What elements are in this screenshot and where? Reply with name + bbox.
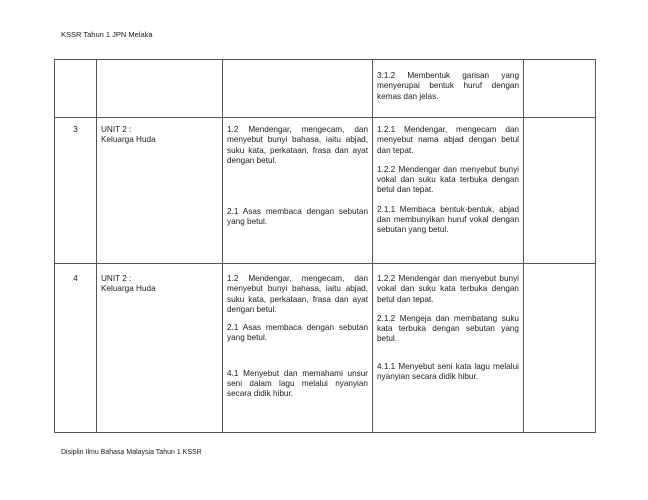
content-standard-cell: [223, 264, 373, 433]
content-standard-text: 2.1 Asas membaca dengan sebutan yang betul.: [227, 207, 368, 227]
content-standard-cell: [223, 60, 373, 118]
content-standard-text: 1.2 Mendengar, mengecam, dan menyebut bunyi bahasa, iaitu abjad, suku kata, perkataan, frasa dan ayat dengan betul.: [227, 274, 368, 314]
week-number-cell: [55, 60, 97, 118]
week-number-cell: 4: [55, 264, 97, 433]
table-row: [55, 118, 596, 264]
learning-standard-cell: [373, 118, 524, 264]
content-standard-text: 1.2 Mendengar, mengecam, dan menyebut bunyi bahasa, iaitu abjad, suku kata, perkataan, frasa dan ayat dengan betul.: [227, 125, 368, 165]
table-row: [55, 60, 596, 118]
unit-label: UNIT 2 :: [101, 274, 132, 283]
unit-label: UNIT 2 :: [101, 125, 132, 134]
unit-cell: [97, 60, 223, 118]
learning-standard-cell: [373, 60, 524, 118]
learning-standard-cell: [373, 264, 524, 433]
curriculum-table: [54, 59, 596, 433]
page-header: KSSR Tahun 1 JPN Melaka: [61, 30, 153, 39]
notes-cell: [524, 60, 596, 118]
content-standard-text: 2.1 Asas membaca dengan sebutan yang betul.: [227, 323, 368, 343]
learning-standard-text: 4.1.1 Menyebut seni kata lagu melalui nyanyian secara didik hibur.: [377, 361, 519, 382]
content-standard-cell: [223, 118, 373, 264]
unit-title: Keluarga Huda: [101, 284, 156, 294]
learning-standard-text: 1.2.2 Mendengar dan menyebut bunyi vokal dan suku kata terbuka dengan betul dan tepat.: [377, 274, 519, 304]
learning-standard-text: 1.2.2 Mendengar dan menyebut bunyi vokal dan suku kata terbuka dengan betul dan tepat.: [377, 164, 519, 195]
table-row: [55, 264, 596, 433]
learning-standard-text: 2.1.1 Membaca bentuk-bentuk, abjad dan membunyikan huruf vokal dengan sebutan yang betul.: [377, 204, 519, 235]
unit-cell: [97, 264, 223, 433]
content-standard-text: 4.1 Menyebut dan memahami unsur seni dalam lagu melalui nyanyian secara didik hibur.: [227, 368, 368, 399]
learning-standard-text: 2.1.2 Mengeja dan membatang suku kata terbuka dengan sebutan yang betul.: [377, 313, 519, 344]
notes-cell: [524, 118, 596, 264]
unit-cell: [97, 118, 223, 264]
unit-title: Keluarga Huda: [101, 135, 156, 145]
learning-standard-text: 1.2.1 Mendengar, mengecam dan menyebut nama abjad dengan betul dan tepat.: [377, 125, 519, 155]
page-footer: Disiplin Ilmu Bahasa Malaysia Tahun 1 KSSR: [61, 449, 202, 456]
notes-cell: [524, 264, 596, 433]
week-number-cell: 3: [55, 118, 97, 264]
learning-standard-text: 3.1.2 Membentuk garisan yang menyerupai bentuk huruf dengan kemas dan jelas.: [377, 71, 519, 101]
